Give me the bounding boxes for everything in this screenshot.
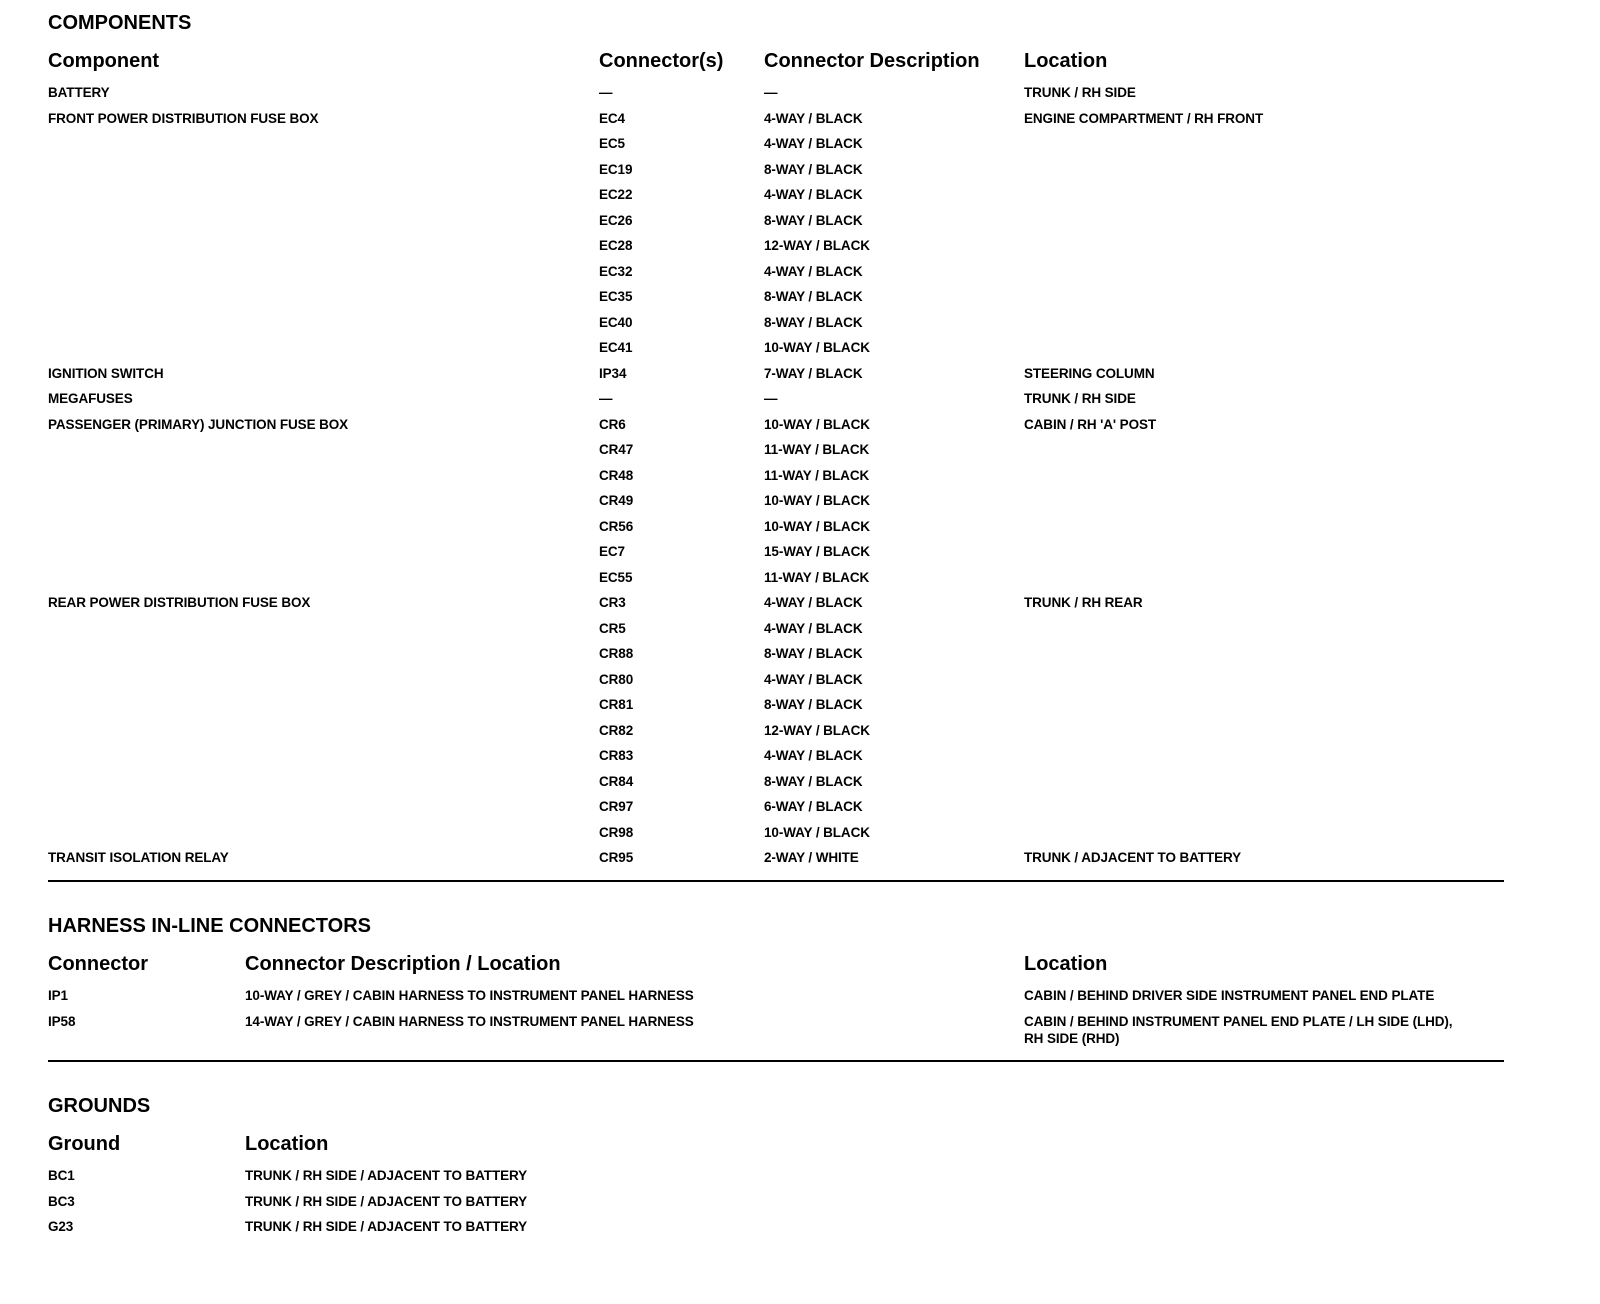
harness-header-connector: Connector xyxy=(48,953,148,975)
table-row xyxy=(0,543,1600,568)
connector-description: 4-WAY / BLACK xyxy=(764,187,863,202)
table-row xyxy=(0,849,1600,874)
table-row xyxy=(0,492,1600,517)
connector-id: EC19 xyxy=(599,161,633,177)
table-row xyxy=(0,288,1600,313)
connector-description: 7-WAY / BLACK xyxy=(764,365,863,381)
connector-id: CR6 xyxy=(599,416,626,432)
harness-description: 14-WAY / GREY / CABIN HARNESS TO INSTRUMENT PANEL HARNESS xyxy=(245,1013,694,1029)
table-row xyxy=(0,110,1600,135)
components-header-location: Location xyxy=(1024,50,1108,72)
harness-connector-id: IP1 xyxy=(48,988,68,1003)
table-row xyxy=(0,237,1600,262)
divider xyxy=(48,1060,1504,1062)
connector-description: 8-WAY / BLACK xyxy=(764,773,863,789)
component-location: STEERING COLUMN xyxy=(1024,365,1155,381)
harness-location: CABIN / BEHIND INSTRUMENT PANEL END PLATE / LH SIDE (LHD), xyxy=(1024,1013,1453,1029)
table-row xyxy=(0,569,1600,594)
table-row xyxy=(0,263,1600,288)
table-row xyxy=(0,747,1600,772)
component-location: TRUNK / ADJACENT TO BATTERY xyxy=(1024,850,1242,865)
connector-id: EC40 xyxy=(599,314,633,330)
grounds-title: GROUNDS xyxy=(48,1095,151,1117)
connector-id: EC22 xyxy=(599,187,633,202)
harness-location-continued: RH SIDE (RHD) xyxy=(1024,1030,1120,1046)
table-row xyxy=(0,1193,1600,1218)
table-row xyxy=(0,645,1600,670)
connector-description: 6-WAY / BLACK xyxy=(764,799,863,814)
table-row xyxy=(0,314,1600,339)
harness-location: CABIN / BEHIND DRIVER SIDE INSTRUMENT PANEL END PLATE xyxy=(1024,988,1435,1003)
harness-title: HARNESS IN-LINE CONNECTORS xyxy=(48,915,371,937)
ground-id: G23 xyxy=(48,1219,74,1234)
table-row xyxy=(0,390,1600,415)
component-name: BATTERY xyxy=(48,85,110,100)
connector-description: — xyxy=(764,85,778,100)
table-row xyxy=(0,620,1600,645)
connector-description: 4-WAY / BLACK xyxy=(764,263,863,279)
table-row xyxy=(0,1167,1600,1192)
component-name: MEGAFUSES xyxy=(48,391,133,406)
connector-id: EC41 xyxy=(599,340,633,355)
connector-id: CR95 xyxy=(599,850,634,865)
connector-id: EC35 xyxy=(599,289,633,304)
connector-description: 4-WAY / BLACK xyxy=(764,671,863,687)
connector-description: 8-WAY / BLACK xyxy=(764,289,863,304)
grounds-header-ground: Ground xyxy=(48,1133,121,1155)
connector-description: 4-WAY / BLACK xyxy=(764,136,863,151)
connector-description: 12-WAY / BLACK xyxy=(764,238,870,253)
connector-id: CR49 xyxy=(599,493,634,508)
connector-description: 8-WAY / BLACK xyxy=(764,212,863,228)
ground-id: BC1 xyxy=(48,1168,75,1183)
table-row xyxy=(0,84,1600,109)
table-row xyxy=(0,467,1600,492)
table-row xyxy=(0,186,1600,211)
table-row xyxy=(0,798,1600,823)
grounds-header-location: Location xyxy=(245,1133,329,1155)
components-header-description: Connector Description xyxy=(764,50,980,72)
component-location: TRUNK / RH SIDE xyxy=(1024,85,1136,100)
connector-description: 4-WAY / BLACK xyxy=(764,595,863,610)
table-row xyxy=(0,987,1600,1012)
connector-id: CR97 xyxy=(599,799,634,814)
connector-description: 11-WAY / BLACK xyxy=(764,569,870,585)
table-row xyxy=(0,416,1600,441)
connector-id: EC32 xyxy=(599,263,633,279)
connector-id: IP34 xyxy=(599,365,627,381)
connector-id: CR88 xyxy=(599,646,634,661)
connector-id: — xyxy=(599,391,613,406)
connector-description: 4-WAY / BLACK xyxy=(764,620,863,636)
component-name: PASSENGER (PRIMARY) JUNCTION FUSE BOX xyxy=(48,416,349,432)
connector-description: 10-WAY / BLACK xyxy=(764,340,870,355)
harness-description: 10-WAY / GREY / CABIN HARNESS TO INSTRUMENT PANEL HARNESS xyxy=(245,988,694,1003)
harness-header-description: Connector Description / Location xyxy=(245,953,561,975)
harness-header-location: Location xyxy=(1024,953,1108,975)
ground-id: BC3 xyxy=(48,1193,75,1209)
ground-location: TRUNK / RH SIDE / ADJACENT TO BATTERY xyxy=(245,1168,528,1183)
connector-id: CR98 xyxy=(599,824,634,840)
connector-id: CR3 xyxy=(599,595,626,610)
component-name: REAR POWER DISTRIBUTION FUSE BOX xyxy=(48,595,311,610)
table-row xyxy=(0,773,1600,798)
connector-id: EC5 xyxy=(599,136,625,151)
connector-id: CR84 xyxy=(599,773,634,789)
connector-description: 8-WAY / BLACK xyxy=(764,697,863,712)
connector-description: 12-WAY / BLACK xyxy=(764,722,870,738)
table-row xyxy=(0,1013,1600,1046)
connector-id: CR80 xyxy=(599,671,634,687)
connector-id: CR82 xyxy=(599,722,634,738)
connector-id: CR83 xyxy=(599,748,634,763)
ground-location: TRUNK / RH SIDE / ADJACENT TO BATTERY xyxy=(245,1193,528,1209)
connector-description: 10-WAY / BLACK xyxy=(764,518,870,534)
connector-id: CR56 xyxy=(599,518,634,534)
table-row xyxy=(0,518,1600,543)
table-row xyxy=(0,339,1600,364)
connector-id: EC28 xyxy=(599,238,633,253)
table-row xyxy=(0,824,1600,849)
connector-id: EC7 xyxy=(599,544,625,559)
component-location: TRUNK / RH REAR xyxy=(1024,595,1143,610)
connector-id: — xyxy=(599,85,613,100)
table-row xyxy=(0,594,1600,619)
table-row xyxy=(0,441,1600,466)
divider xyxy=(48,880,1504,882)
table-row xyxy=(0,135,1600,160)
component-location: CABIN / RH 'A' POST xyxy=(1024,416,1157,432)
component-name: FRONT POWER DISTRIBUTION FUSE BOX xyxy=(48,110,319,126)
connector-description: 2-WAY / WHITE xyxy=(764,850,859,865)
components-header-connectors: Connector(s) xyxy=(599,50,724,72)
connector-id: CR81 xyxy=(599,697,634,712)
table-row xyxy=(0,671,1600,696)
connector-id: EC4 xyxy=(599,110,625,126)
connector-description: 4-WAY / BLACK xyxy=(764,110,863,126)
connector-id: EC26 xyxy=(599,212,633,228)
connector-id: CR5 xyxy=(599,620,626,636)
connector-description: 4-WAY / BLACK xyxy=(764,748,863,763)
components-header-component: Component xyxy=(48,50,160,72)
connector-description: 10-WAY / BLACK xyxy=(764,416,870,432)
connector-description: 10-WAY / BLACK xyxy=(764,493,870,508)
component-location: ENGINE COMPARTMENT / RH FRONT xyxy=(1024,110,1264,126)
connector-id: CR47 xyxy=(599,442,634,457)
table-row xyxy=(0,161,1600,186)
table-row xyxy=(0,696,1600,721)
connector-id: EC55 xyxy=(599,569,633,585)
connector-description: 11-WAY / BLACK xyxy=(764,467,870,483)
connector-description: 8-WAY / BLACK xyxy=(764,646,863,661)
component-location: TRUNK / RH SIDE xyxy=(1024,391,1136,406)
connector-description: 8-WAY / BLACK xyxy=(764,314,863,330)
ground-location: TRUNK / RH SIDE / ADJACENT TO BATTERY xyxy=(245,1219,528,1234)
connector-description: — xyxy=(764,391,778,406)
table-row xyxy=(0,722,1600,747)
components-title: COMPONENTS xyxy=(48,12,192,34)
table-row xyxy=(0,1218,1600,1243)
harness-connector-id: IP58 xyxy=(48,1013,76,1029)
connector-description: 10-WAY / BLACK xyxy=(764,824,870,840)
table-row xyxy=(0,212,1600,237)
component-name: TRANSIT ISOLATION RELAY xyxy=(48,850,229,865)
connector-description: 11-WAY / BLACK xyxy=(764,442,870,457)
connector-id: CR48 xyxy=(599,467,634,483)
connector-description: 8-WAY / BLACK xyxy=(764,161,863,177)
table-row xyxy=(0,365,1600,390)
component-name: IGNITION SWITCH xyxy=(48,365,164,381)
connector-description: 15-WAY / BLACK xyxy=(764,544,870,559)
